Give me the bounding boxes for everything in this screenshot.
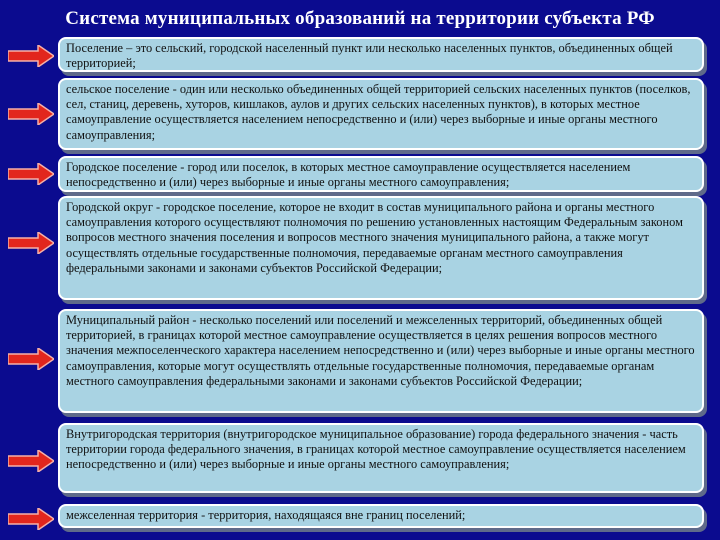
red-arrow-icon	[8, 163, 54, 185]
definition-box-inter-settlement-territory: межселенная территория - территория, находящаяся вне границ поселений;	[58, 504, 704, 528]
definition-box-rural-settlement: сельское поселение - один или несколько объединенных общей территорией сельских населенных пунктов (поселков, сел, станиц, деревень, хуторов, кишлаков, аулов и других сельских населенных пунктов), в которых местное самоуправление осуществляется населением непосредственно и (или) через выборные и иные органы местного самоуправления;	[58, 78, 704, 150]
slide-title: Система муниципальных образований на территории субъекта РФ	[65, 8, 655, 29]
definition-box-urban-settlement: Городское поселение - город или поселок, в которых местное самоуправление осуществляется населением непосредственно и (или) через выборные и иные органы местного самоуправления;	[58, 156, 704, 192]
definition-box-municipal-district: Муниципальный район - несколько поселений или поселений и межселенных территорий, объединенных общей территорией, в границах которой местное самоуправление осуществляется в целях решения вопросов местного значения межпоселенческого характера населением непосредственно и (или) через выборные и иные органы местного самоуправления, которые могут осуществлять отдельные государственные полномочия, передаваемые органам местного самоуправления федеральными законами и законами субъектов Российской Федерации;	[58, 309, 704, 413]
red-arrow-icon	[8, 348, 54, 370]
definition-box-urban-district: Городской округ - городское поселение, которое не входит в состав муниципального района и органы местного самоуправления которого осуществляют полномочия по решению установленных настоящим Федеральным законом вопросов местного значения поселения и вопросов местного значения муниципального района, а также могут осуществлять отдельные государственные полномочия, передаваемые органам местного самоуправления федеральными законами и законами субъектов Российской Федерации;	[58, 196, 704, 300]
red-arrow-icon	[8, 232, 54, 254]
red-arrow-icon	[8, 45, 54, 67]
definition-box-settlement: Поселение – это сельский, городской населенный пункт или несколько населенных пунктов, объединенных общей территорией;	[58, 37, 704, 72]
red-arrow-icon	[8, 103, 54, 125]
red-arrow-icon	[8, 508, 54, 530]
definition-box-intracity-territory: Внутригородская территория (внутригородское муниципальное образование) города федерального значения - часть территории города федерального значения, в границах которой местное самоуправление осуществляется населением непосредственно и (или) через выборные и иные органы местного самоуправления;	[58, 423, 704, 493]
red-arrow-icon	[8, 450, 54, 472]
